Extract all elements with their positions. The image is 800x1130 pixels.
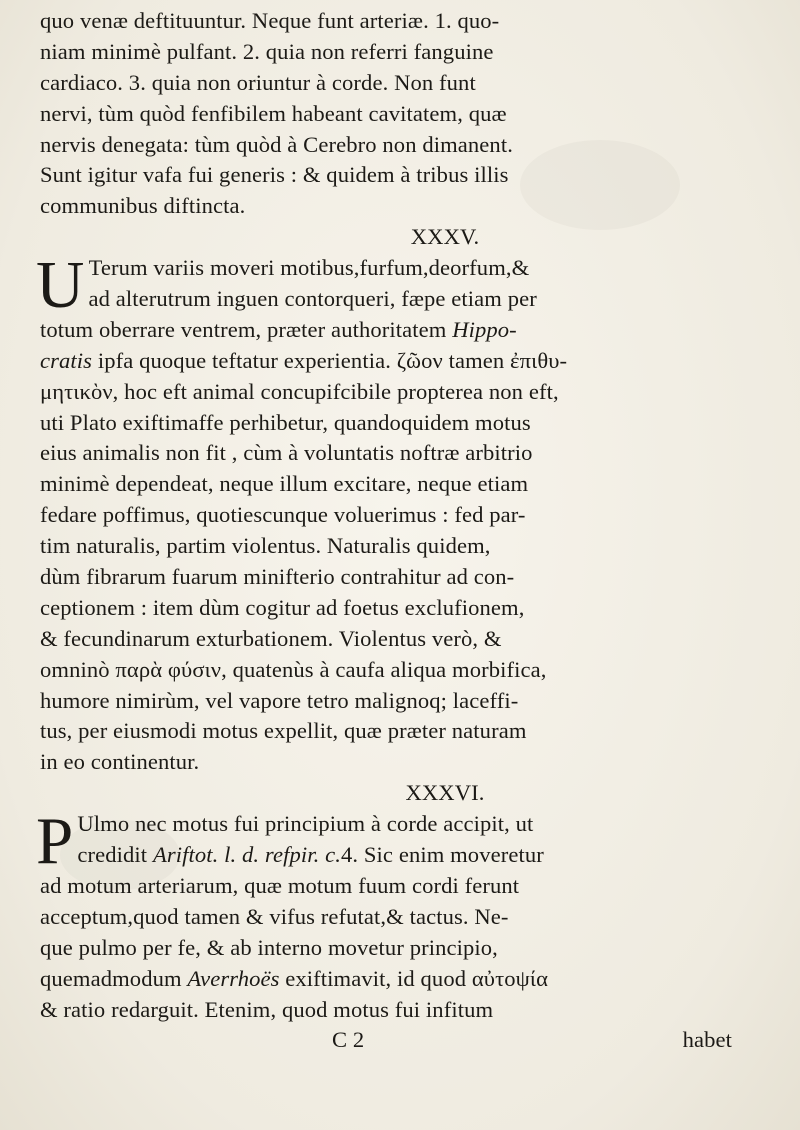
text-line [40,346,790,377]
section-heading-xxxv: XXXV. [410,224,480,250]
signature-mark: C 2 [332,1027,365,1053]
text-line: nervi, tùm quòd fenfibilem habeant cavitatem, quæ [40,100,507,126]
text-line: Terum variis moveri motibus,furfum,deorfum,& [88,255,530,281]
page-footer [40,1025,790,1056]
text-line: Ulmo nec motus fui principium à corde accipit, ut [77,811,534,837]
catchword: habet [682,1027,732,1053]
text-line: ad motum arteriarum, quæ motum fuum cordi ferunt [40,872,520,898]
text-span: ipfa quoque teftatur experientia. ζῶον tamen ἐπιθυ- [92,347,568,373]
text-span: exiftimavit, id quod αὐτοψία [279,965,549,991]
text-line: tim naturalis, partim violentus. Naturalis quidem, [40,533,491,559]
drop-cap-u: U [36,248,85,323]
text-line: & fecundinarum exturbationem. Violentus verò, & [40,625,502,651]
text-line: ad alterutrum inguen contorqueri, fæpe etiam per [88,286,537,312]
section-xxxvi [36,804,790,1025]
text-line [40,964,790,995]
text-line: acceptum,quod tamen & vifus refutat,& tactus. Ne- [40,903,509,929]
text-line: fedare poffimus, quotiescunque voluerimus : fed par- [40,502,526,528]
page-text [36,6,790,1056]
text-span: totum oberrare ventrem, præter authoritatem [40,316,453,342]
text-line: cardiaco. 3. quia non oriuntur à corde. Non funt [40,69,476,95]
text-line: & ratio redarguit. Etenim, quod motus fui infitum [40,996,494,1022]
text-line [40,315,790,346]
text-line: minimè dependeat, neque illum excitare, neque etiam [40,471,529,497]
text-span: credidit [77,842,153,868]
citation: Ariftot. l. d. refpir. c. [152,842,341,868]
section-xxxv [36,248,790,778]
text-line: que pulmo per fe, & ab interno movetur principio, [40,934,498,960]
text-line: humore nimirùm, vel vapore tetro malignoq; laceffi- [40,687,519,713]
text-line: ceptionem : item dùm cogitur ad foetus exclufionem, [40,594,525,620]
text-line: eius animalis non fit , cùm à voluntatis noftræ arbitrio [40,440,533,466]
section-heading-xxxvi: XXXVI. [405,780,485,806]
text-line: nervis denegata: tùm quòd à Cerebro non dimanent. [40,131,513,157]
text-span: 4. Sic enim moveretur [341,842,544,868]
drop-cap-p: P [36,804,74,879]
text-line: niam minimè pulfant. 2. quia non referri fanguine [40,38,494,64]
text-line: uti Plato exiftimaffe perhibetur, quandoquidem motus [40,409,531,435]
text-line: omninò παρὰ φύσιν, quatenùs à caufa aliqua morbifica, [40,656,547,682]
text-line [77,840,790,871]
text-line: μητικὸν, hoc eft animal concupifcibile propterea non eft, [40,378,559,404]
text-line: quo venæ deftituuntur. Neque funt arteriæ. 1. quo- [40,8,500,33]
section-continuation [40,6,790,222]
author-name: Averrhoës [187,965,280,991]
text-line: tus, per eiusmodi motus expellit, quæ præter naturam [40,718,527,744]
text-span: quemadmodum [40,965,188,991]
text-line: dùm fibrarum fuarum minifterio contrahitur ad con- [40,564,515,590]
text-line: Sunt igitur vafa fui generis : & quidem à tribus illis [40,162,509,188]
author-name: cratis [40,347,93,373]
text-line: communibus diftincta. [40,193,246,219]
text-line: in eo continentur. [40,749,200,775]
author-name: Hippo- [452,316,517,342]
